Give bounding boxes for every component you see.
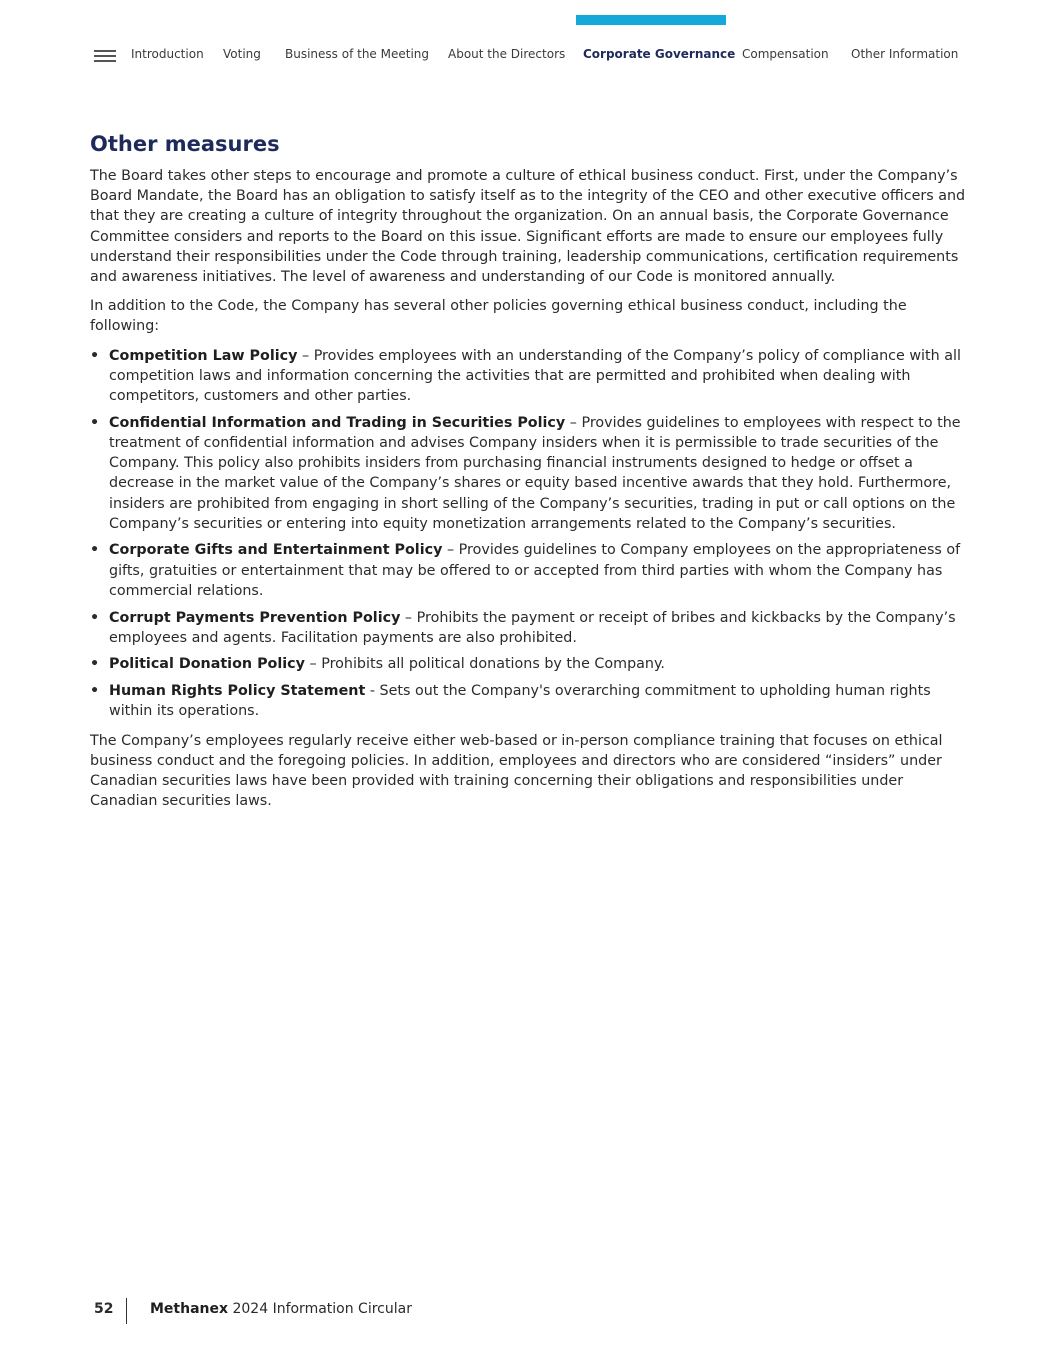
policy-list xyxy=(90,346,970,722)
nav-other-information[interactable]: Other Information xyxy=(851,47,959,61)
nav-voting[interactable]: Voting xyxy=(223,47,261,61)
section-heading: Other measures xyxy=(90,132,280,156)
nav-compensation[interactable]: Compensation xyxy=(742,47,829,61)
policy-title: Corrupt Payments Prevention Policy xyxy=(109,609,401,626)
policy-title: Political Donation Policy xyxy=(109,656,305,673)
list-item xyxy=(90,413,970,534)
policy-description: Sets out the Company's overarching commitment to upholding human rights within its operations. xyxy=(109,683,931,720)
policy-description: Provides guidelines to employees with respect to the treatment of confidential information and advises Company insiders when it is permissible to trade securities of the Company. This policy also prohibits insiders from purchasing financial instruments designed to hedge or offset a decrease in the market value of the Company’s shares or equity based incentive awards that they hold. Furthermore, insiders are prohibited from engaging in short selling of the Company’s securities, trading in put or call options on the Company’s securities or entering into equity monetization arrangements related to the Company’s securities. xyxy=(109,414,961,532)
hamburger-menu-icon[interactable] xyxy=(94,50,116,63)
list-item xyxy=(90,654,970,674)
list-item xyxy=(90,608,970,648)
policy-description: Prohibits the payment or receipt of bribes and kickbacks by the Company’s employees and agents. Facilitation payments are also prohibited. xyxy=(109,609,956,646)
list-item xyxy=(90,540,970,601)
nav-about-the-directors[interactable]: About the Directors xyxy=(448,47,566,61)
policy-separator: – xyxy=(304,656,322,673)
policy-separator: - xyxy=(365,683,380,700)
policy-title: Competition Law Policy xyxy=(109,347,298,364)
policy-separator: – xyxy=(297,347,314,364)
policies-lead-paragraph: In addition to the Code, the Company has several other policies governing ethical business conduct, including the following: xyxy=(90,298,907,335)
policy-title: Human Rights Policy Statement xyxy=(109,683,366,700)
intro-paragraph: The Board takes other steps to encourage and promote a culture of ethical business conduct. First, under the Company’s Board Mandate, the Board has an obligation to satisfy itself as to the integrity of the CEO and other executive officers and that they are creating a culture of integrity throughout the organization. On an annual basis, the Corporate Governance Committee considers and reports to the Board on this issue. Significant efforts are made to ensure our employees fully understand their responsibilities under the Code through training, leadership communications, certification requirements and awareness initiatives. The level of awareness and understanding of our Code is monitored annually. xyxy=(90,168,966,286)
top-navigation xyxy=(0,0,1055,80)
policy-separator: – xyxy=(442,542,459,559)
footer-divider xyxy=(126,1298,127,1324)
nav-corporate-governance[interactable]: Corporate Governance xyxy=(583,47,736,61)
list-item xyxy=(90,681,970,721)
document-title xyxy=(150,1301,412,1317)
policy-title: Confidential Information and Trading in Securities Policy xyxy=(109,414,566,431)
page-number: 52 xyxy=(94,1301,114,1317)
list-item xyxy=(90,346,970,407)
policy-title: Corporate Gifts and Entertainment Policy xyxy=(109,542,443,559)
nav-business-of-the-meeting[interactable]: Business of the Meeting xyxy=(285,47,429,61)
policy-description: Provides employees with an understanding of the Company’s policy of compliance with all competition laws and information concerning the activities that are permitted and prohibited when dealing with competitors, customers and other parties. xyxy=(109,347,961,405)
closing-paragraph: The Company’s employees regularly receive either web-based or in-person compliance training that focuses on ethical business conduct and the foregoing policies. In addition, employees and directors who are considered “insiders” under Canadian securities laws have been provided with training concerning their obligations and responsibilities under Canadian securities laws. xyxy=(90,732,943,810)
policy-separator: – xyxy=(565,414,582,431)
policy-description: Provides guidelines to Company employees on the appropriateness of gifts, gratuities or entertainment that may be offered to or accepted from third parties with whom the Company has commercial relations. xyxy=(109,542,961,599)
main-content xyxy=(90,132,970,820)
brand-name: Methanex xyxy=(150,1301,229,1317)
document-name: 2024 Information Circular xyxy=(232,1301,412,1317)
active-section-indicator xyxy=(576,15,726,25)
nav-introduction[interactable]: Introduction xyxy=(131,47,204,61)
policy-separator: – xyxy=(400,609,417,626)
policy-description: Prohibits all political donations by the Company. xyxy=(321,656,665,673)
